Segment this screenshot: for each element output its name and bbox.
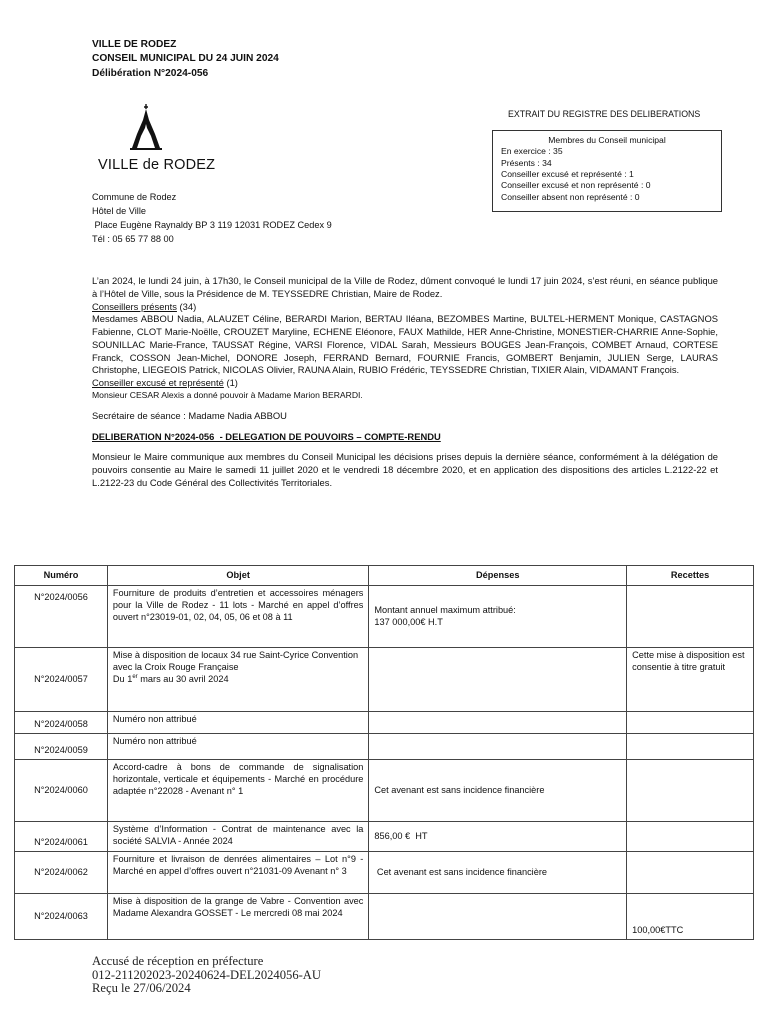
address-line: Tél : 05 65 77 88 00 bbox=[92, 233, 174, 244]
cell-recettes: 100,00€TTC bbox=[627, 894, 754, 940]
excuse-label: Conseiller excusé et représenté bbox=[92, 377, 224, 389]
cell-recettes bbox=[627, 586, 754, 648]
cell-objet: Fourniture de produits d’entretien et accessoires ménagers pour la Ville de Rodez - 11 lots - Marché en appel d’offres ouvert n°23019-01, 02, 04, 05, 06 et 08 à 11 bbox=[107, 586, 368, 648]
cell-depenses bbox=[369, 734, 627, 760]
cell-objet: Système d’Information - Contrat de maintenance avec la société SALVIA - Année 2024 bbox=[107, 822, 368, 852]
cell-numero: N°2024/0059 bbox=[15, 734, 108, 760]
logo-text: VILLE de RODEZ bbox=[98, 157, 216, 173]
cell-objet: Mise à disposition de la grange de Vabre - Convention avec Madame Alexandra GOSSET - Le mercredi 08 mai 2024 bbox=[107, 894, 368, 940]
stamp-line: Accusé de réception en préfecture bbox=[92, 954, 264, 968]
table-row bbox=[15, 760, 754, 822]
stamp-line: 012-211202023-20240624-DEL2024056-AU bbox=[92, 967, 321, 982]
cell-objet bbox=[107, 648, 368, 712]
deliberation-body bbox=[92, 275, 718, 490]
register-extract-label: EXTRAIT DU REGISTRE DES DELIBERATIONS bbox=[508, 109, 701, 119]
cell-numero: N°2024/0062 bbox=[15, 852, 108, 894]
cell-objet: Numéro non attribué bbox=[107, 712, 368, 734]
table-row bbox=[15, 822, 754, 852]
cell-objet: Accord-cadre à bons de commande de signalisation horizontale, verticale et équipements - Marché en procédure adaptée n°22028 - Avenant n° 1 bbox=[107, 760, 368, 822]
stamp-line: Reçu le 27/06/2024 bbox=[92, 981, 191, 996]
decisions-table bbox=[14, 565, 754, 940]
cell-depenses: Cet avenant est sans incidence financière bbox=[369, 852, 627, 894]
members-summary-box bbox=[492, 130, 722, 212]
excuse-text: Monsieur CESAR Alexis a donné pouvoir à Madame Marion BERARDI. bbox=[92, 390, 363, 401]
col-header-depenses: Dépenses bbox=[369, 566, 627, 586]
cell-numero: N°2024/0063 bbox=[15, 894, 108, 940]
cell-recettes bbox=[627, 734, 754, 760]
cell-depenses bbox=[369, 712, 627, 734]
document-header bbox=[92, 38, 279, 81]
objet-date-sup: er bbox=[132, 673, 138, 680]
address-line: Commune de Rodez bbox=[92, 192, 177, 202]
address-line: Place Eugène Raynaldy BP 3 119 12031 RODEZ Cedex 9 bbox=[92, 219, 332, 230]
col-header-numero: Numéro bbox=[15, 566, 108, 586]
secretary-line: Secrétaire de séance : Madame Nadia ABBOU bbox=[92, 409, 287, 421]
cell-recettes bbox=[627, 822, 754, 852]
members-title: Membres du Conseil municipal bbox=[548, 135, 666, 145]
cell-depenses bbox=[369, 894, 627, 940]
col-header-recettes: Recettes bbox=[627, 566, 754, 586]
cell-recettes bbox=[627, 712, 754, 734]
members-line: Conseiller absent non représenté : 0 bbox=[501, 191, 640, 202]
cathedral-icon bbox=[128, 104, 164, 152]
objet-date-b: mars au 30 avril 2024 bbox=[137, 673, 229, 684]
cell-numero: N°2024/0060 bbox=[15, 760, 108, 822]
table-row bbox=[15, 648, 754, 712]
table-row bbox=[15, 712, 754, 734]
presents-count: (34) bbox=[176, 300, 197, 312]
city-address bbox=[92, 191, 332, 247]
deliberation-number: Délibération N°2024-056 bbox=[92, 67, 209, 79]
cell-depenses: Cet avenant est sans incidence financière bbox=[369, 760, 627, 822]
members-line: Présents : 34 bbox=[501, 157, 552, 168]
prefecture-receipt-stamp bbox=[92, 955, 321, 996]
table-header-row bbox=[15, 566, 754, 586]
objet-text: Mise à disposition de locaux 34 rue Saint-Cyrice Convention avec la Croix Rouge Française bbox=[112, 650, 359, 672]
deliberation-title: DELIBERATION N°2024-056 - DELEGATION DE POUVOIRS – COMPTE-RENDU bbox=[92, 430, 441, 442]
cell-numero: N°2024/0058 bbox=[15, 712, 108, 734]
cell-numero: N°2024/0061 bbox=[15, 822, 108, 852]
presents-heading bbox=[92, 301, 718, 314]
city-name: VILLE DE RODEZ bbox=[92, 39, 177, 50]
cell-numero: N°2024/0057 bbox=[15, 648, 108, 712]
cell-recettes bbox=[627, 760, 754, 822]
session-paragraph: L’an 2024, le lundi 24 juin, à 17h30, le Conseil municipal de la Ville de Rodez, dûment convoqué le lundi 17 juin 2024, s’est réuni, en séance publique à l’Hôtel de Ville, sous la Présidence de M. TEYSSEDRE Christian, Maire de Rodez. bbox=[92, 275, 718, 299]
table-row bbox=[15, 734, 754, 760]
excuse-count: (1) bbox=[223, 377, 238, 389]
address-line: Hôtel de Ville bbox=[92, 205, 146, 216]
cell-recettes: Cette mise à disposition est consentie à titre gratuit bbox=[627, 648, 754, 712]
presents-label: Conseillers présents bbox=[92, 300, 177, 312]
members-line: Conseiller excusé et représenté : 1 bbox=[501, 169, 634, 180]
deliberation-text: Monsieur le Maire communique aux membres du Conseil Municipal les décisions prises depuis la dernière séance, conformément à la délégation de pouvoirs consentie au Maire le samedi 11 juillet 2020 et le vendredi 18 décembre 2020, et en application des dispositions des articles L.2122-22 et L.2122-23 du Code Général des Collectivités Territoriales. bbox=[92, 451, 718, 488]
members-line: En exercice : 35 bbox=[501, 146, 563, 157]
cell-numero: N°2024/0056 bbox=[15, 586, 108, 648]
table-row bbox=[15, 894, 754, 940]
cell-objet: Numéro non attribué bbox=[107, 734, 368, 760]
table-row bbox=[15, 852, 754, 894]
objet-date-a: Du 1 bbox=[112, 673, 133, 684]
col-header-objet: Objet bbox=[107, 566, 368, 586]
cell-objet: Fourniture et livraison de denrées alimentaires – Lot n°9 - Marché en appel d’offres ouvert n°21031-09 Avenant n° 3 bbox=[107, 852, 368, 894]
cell-depenses bbox=[369, 648, 627, 712]
presents-list: Mesdames ABBOU Nadia, ALAUZET Céline, BERARDI Marion, BERTAU Iléana, BEZOMBES Martine, BULTEL-HERMENT Monique, CASTAGNOS Fabienne, CLOT Marie-Noëlle, CROUZET Maryline, ECHENE Eléonore, FAUX Mathilde, HER Anne-Christine, MONESTIER-CHARRIE Anne-Sophie, SOUNILLAC Marie-France, TAUSSAT Régine, VARSI Florence, VIDAL Sarah, Messieurs BOUGES Jean-François, COMBET Arnaud, CORTESE Franck, COSSON Jean-Michel, DONORE Joseph, FERRAND Bernard, FOURNIE Francis, GOMBERT Benjamin, JULIEN Serge, LAURAS Christophe, LIEGEOIS Patrick, NICOLAS Olivier, RAUNA Alain, RUBIO Frédéric, TEYSSEDRE Christian, TIXIER Alain, VIDAMANT François. bbox=[92, 313, 718, 376]
excuse-heading bbox=[92, 377, 718, 390]
cell-depenses: Montant annuel maximum attribué: 137 000,00€ H.T bbox=[369, 586, 627, 648]
table-row bbox=[15, 586, 754, 648]
cell-depenses: 856,00 € HT bbox=[369, 822, 627, 852]
city-logo bbox=[98, 104, 216, 176]
members-line: Conseiller excusé et non représenté : 0 bbox=[501, 180, 651, 191]
council-date: CONSEIL MUNICIPAL DU 24 JUIN 2024 bbox=[92, 53, 279, 65]
cell-recettes bbox=[627, 852, 754, 894]
